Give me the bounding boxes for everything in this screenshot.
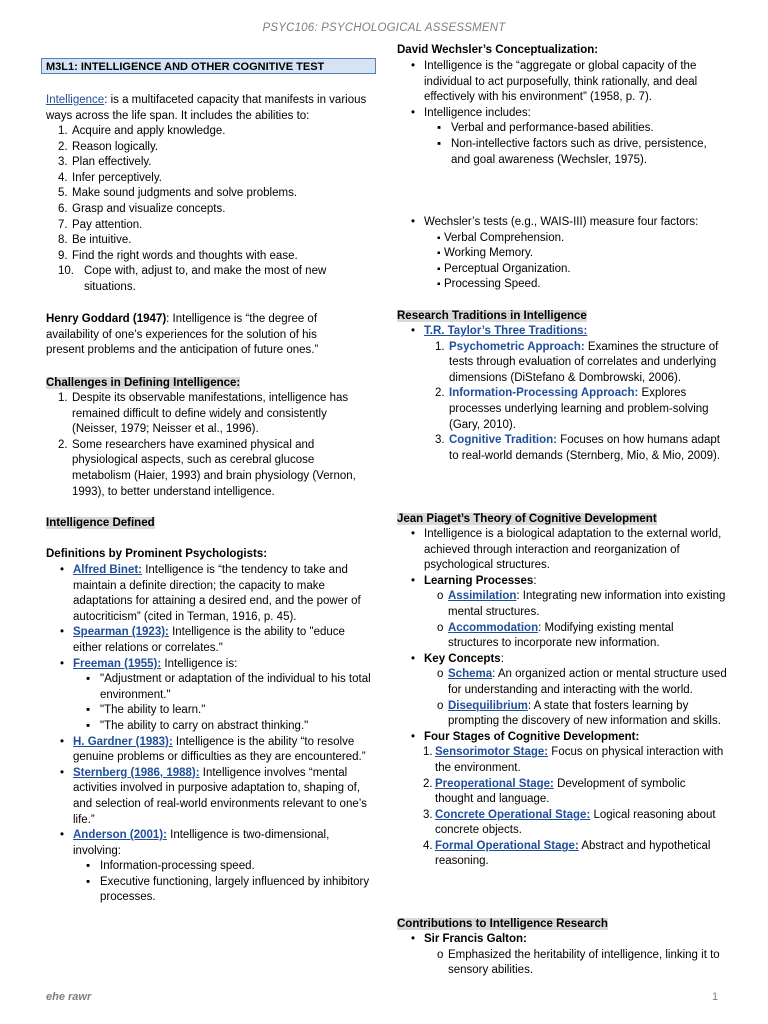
list-item: 4. Formal Operational Stage: Abstract and hypothetical reasoning. bbox=[423, 839, 711, 868]
list-item: 1. Acquire and apply knowledge. bbox=[58, 125, 226, 137]
list-item: 2. Preoperational Stage: Development of symbolic thought and language. bbox=[423, 777, 686, 806]
list-item: 3. Plan effectively. bbox=[58, 156, 152, 169]
list-item: 4. Infer perceptively. bbox=[58, 171, 162, 184]
psychologists-list bbox=[46, 563, 376, 906]
list-item: o Assimilation: Integrating new information into existing mental structures. bbox=[397, 589, 727, 620]
list-item: 1. Sensorimotor Stage: Focus on physical interaction with the environment. bbox=[423, 746, 724, 774]
list-item: ▪ "The ability to learn." bbox=[46, 703, 376, 719]
list-item: • Intelligence includes: ▪ Verbal and performance-based abilities. ▪ Non-intellective factors such as drive, persistence, and goal awareness (Wechsler, 1975). bbox=[397, 106, 727, 168]
footer-author: ehe rawr bbox=[46, 991, 92, 1003]
challenges-list bbox=[46, 391, 358, 500]
list-item: • Learning Processes: o Assimilation: Integrating new information into existing mental structures. o Accommodation: Modifying existing mental structures to incorporate new information. bbox=[397, 574, 727, 652]
list-item: 2. Some researchers have examined physical and physiological aspects, such as cerebral glucose metabolism (Haier, 1993) and brain physiology (Vernon, 1993), to better understand intelligence. bbox=[58, 438, 356, 498]
list-item: 5. Make sound judgments and solve problems. bbox=[58, 187, 298, 200]
list-item: o Accommodation: Modifying existing mental structures to incorporate new information. bbox=[397, 621, 727, 652]
list-item: ▪ "The ability to carry on abstract thinking." bbox=[46, 719, 376, 735]
list-item: o Disequilibrium: A state that fosters learning by prompting the discovery of new information and skills. bbox=[397, 699, 727, 730]
list-item: ▪ "Adjustment or adaptation of the individual to his total environment." bbox=[46, 672, 376, 703]
page-header: PSYC106: PSYCHOLOGICAL ASSESSMENT bbox=[262, 22, 506, 34]
list-item: 10. Cope with, adjust to, and make the most of new situations. bbox=[58, 265, 327, 293]
list-item: • Sternberg (1986, 1988): Intelligence involves “mental activities involved in purposive adaptation to, shaping of, and selection of real-world environments relevant to one’s life.” bbox=[46, 766, 376, 828]
list-item: • Intelligence is the “aggregate or global capacity of the individual to act purposefully, think rationally, and deal effectively with his environment” (1958, p. 7). bbox=[397, 59, 727, 106]
list-item: • H. Gardner (1983): Intelligence is the ability “to resolve genuine problems or difficulties as they are encountered.” bbox=[46, 735, 376, 766]
list-item: ▪ Verbal and performance-based abilities. bbox=[397, 121, 727, 137]
list-item: • Sir Francis Galton: o Emphasized the heritability of intelligence, linking it to sensory abilities. bbox=[397, 932, 727, 979]
list-item: ▪ Non-intellective factors such as drive, persistence, and goal awareness (Wechsler, 1975). bbox=[397, 137, 727, 168]
list-item: ▪ Executive functioning, largely influenced by inhibitory processes. bbox=[46, 875, 376, 906]
intelligence-intro: Intelligence: is a multifaceted capacity that manifests in various ways across the life span. It includes the abilities to: bbox=[46, 94, 367, 122]
list-item: • Alfred Binet: Intelligence is “the tendency to take and maintain a definite direction; the capacity to make adaptations for attaining a desired end, and the power of autocriticism” (cited in Terman, 1916, p. 45). bbox=[46, 563, 376, 625]
list-item: ▪ Working Memory. bbox=[397, 246, 727, 262]
list-item: ▪ Information-processing speed. bbox=[46, 859, 376, 875]
prominent-heading: Definitions by Prominent Psychologists: bbox=[46, 548, 268, 560]
list-item: • Anderson (2001): Intelligence is two-dimensional, involving: ▪ Information-processing speed. ▪ Executive functioning, largely influenced by inhibitory processes. bbox=[46, 828, 376, 906]
research-heading: Research Traditions in Intelligence bbox=[397, 310, 587, 322]
wechsler-list bbox=[397, 59, 727, 168]
list-item: 1. Despite its observable manifestations, intelligence has remained difficult to define widely and consistently (Neisser, 1979; Neisser et al., 1996). bbox=[58, 392, 349, 436]
contributions-heading: Contributions to Intelligence Research bbox=[397, 918, 608, 930]
list-item: o Schema: An organized action or mental structure used for understanding and interacting with the world. bbox=[397, 667, 727, 698]
list-item: 3. Cognitive Tradition: Focuses on how humans adapt to real-world demands (Sternberg, Mio, & Mio, 2009). bbox=[435, 434, 721, 462]
list-item: • Freeman (1955): Intelligence is: ▪ "Adjustment or adaptation of the individual to his total environment." ▪ "The ability to learn." ▪ "The ability to carry on abstract thinking." bbox=[46, 657, 376, 735]
list-item: ▪ Perceptual Organization. bbox=[397, 262, 727, 278]
piaget-heading: Jean Piaget’s Theory of Cognitive Development bbox=[397, 513, 657, 525]
list-item: ▪ Verbal Comprehension. bbox=[397, 231, 727, 247]
list-item: • Spearman (1923): Intelligence is the ability to "educe either relations or correlates." bbox=[46, 625, 376, 656]
list-item: • T.R. Taylor’s Three Traditions: 1. Psychometric Approach: Examines the structure of tests through evaluation of correlates and underlying dimensions (DiStefano & Dombrowski, 2006). 2. Information-Processing Approach: Explores processes underlying learning and problem-solving (Gary, 2010). 3. Cognitive Tradition: Focuses on how humans adapt to real-world demands (Sternberg, Mio, & Mio, 2009). bbox=[397, 324, 727, 464]
list-item: 2. Reason logically. bbox=[58, 140, 159, 153]
list-item: 8. Be intuitive. bbox=[58, 234, 132, 247]
section-title: M3L1: INTELLIGENCE AND OTHER COGNITIVE TEST bbox=[41, 58, 376, 74]
list-item: 6. Grasp and visualize concepts. bbox=[58, 202, 226, 215]
intelligence-term: Intelligence bbox=[46, 94, 105, 106]
list-item: o Emphasized the heritability of intelligence, linking it to sensory abilities. bbox=[397, 948, 727, 979]
challenges-heading: Challenges in Defining Intelligence: bbox=[46, 377, 241, 389]
list-item: 9. Find the right words and thoughts with ease. bbox=[58, 249, 298, 262]
list-item: 1. Psychometric Approach: Examines the structure of tests through evaluation of correlates and underlying dimensions (DiStefano & Dombrowski, 2006). bbox=[435, 340, 719, 384]
piaget-list bbox=[397, 527, 727, 870]
abilities-list bbox=[46, 124, 366, 296]
list-item: • Four Stages of Cognitive Development: 1. Sensorimotor Stage: Focus on physical interaction with the environment. 2. Preoperational Stage: Development of symbolic thought and language. 3. Concrete Operational Stage: Logical reasoning about concrete objects. 4. Formal Operational Stage: Abstract and hypothetical reasoning. bbox=[397, 730, 727, 870]
page-number: 1 bbox=[712, 991, 719, 1003]
list-item: • Intelligence is a biological adaptation to the external world, achieved through interaction and reorganization of psychological structures. bbox=[397, 527, 727, 574]
contributions-list bbox=[397, 932, 727, 979]
list-item: 3. Concrete Operational Stage: Logical reasoning about concrete objects. bbox=[423, 808, 716, 837]
list-item: • Key Concepts: o Schema: An organized action or mental structure used for understanding and interacting with the world. o Disequilibrium: A state that fosters learning by prompting the discovery of new information and skills. bbox=[397, 652, 727, 730]
intelligence-defined-heading: Intelligence Defined bbox=[46, 517, 155, 529]
list-item: 2. Information-Processing Approach: Explores processes underlying learning and problem-solving (Gary, 2010). bbox=[435, 387, 709, 431]
wechsler-tests-list bbox=[397, 215, 727, 293]
goddard-definition: Henry Goddard (1947): Intelligence is “the degree of availability of one’s experiences for the solution of his present problems and the anticipation of future ones.” bbox=[46, 313, 319, 357]
traditions-list bbox=[397, 324, 727, 464]
list-item: 7. Pay attention. bbox=[58, 218, 143, 231]
wechsler-heading: David Wechsler’s Conceptualization: bbox=[397, 44, 599, 56]
list-item: • Wechsler’s tests (e.g., WAIS-III) measure four factors: ▪ Verbal Comprehension. ▪ Working Memory. ▪ Perceptual Organization. ▪ Processing Speed. bbox=[397, 215, 727, 293]
list-item: ▪ Processing Speed. bbox=[397, 277, 727, 293]
